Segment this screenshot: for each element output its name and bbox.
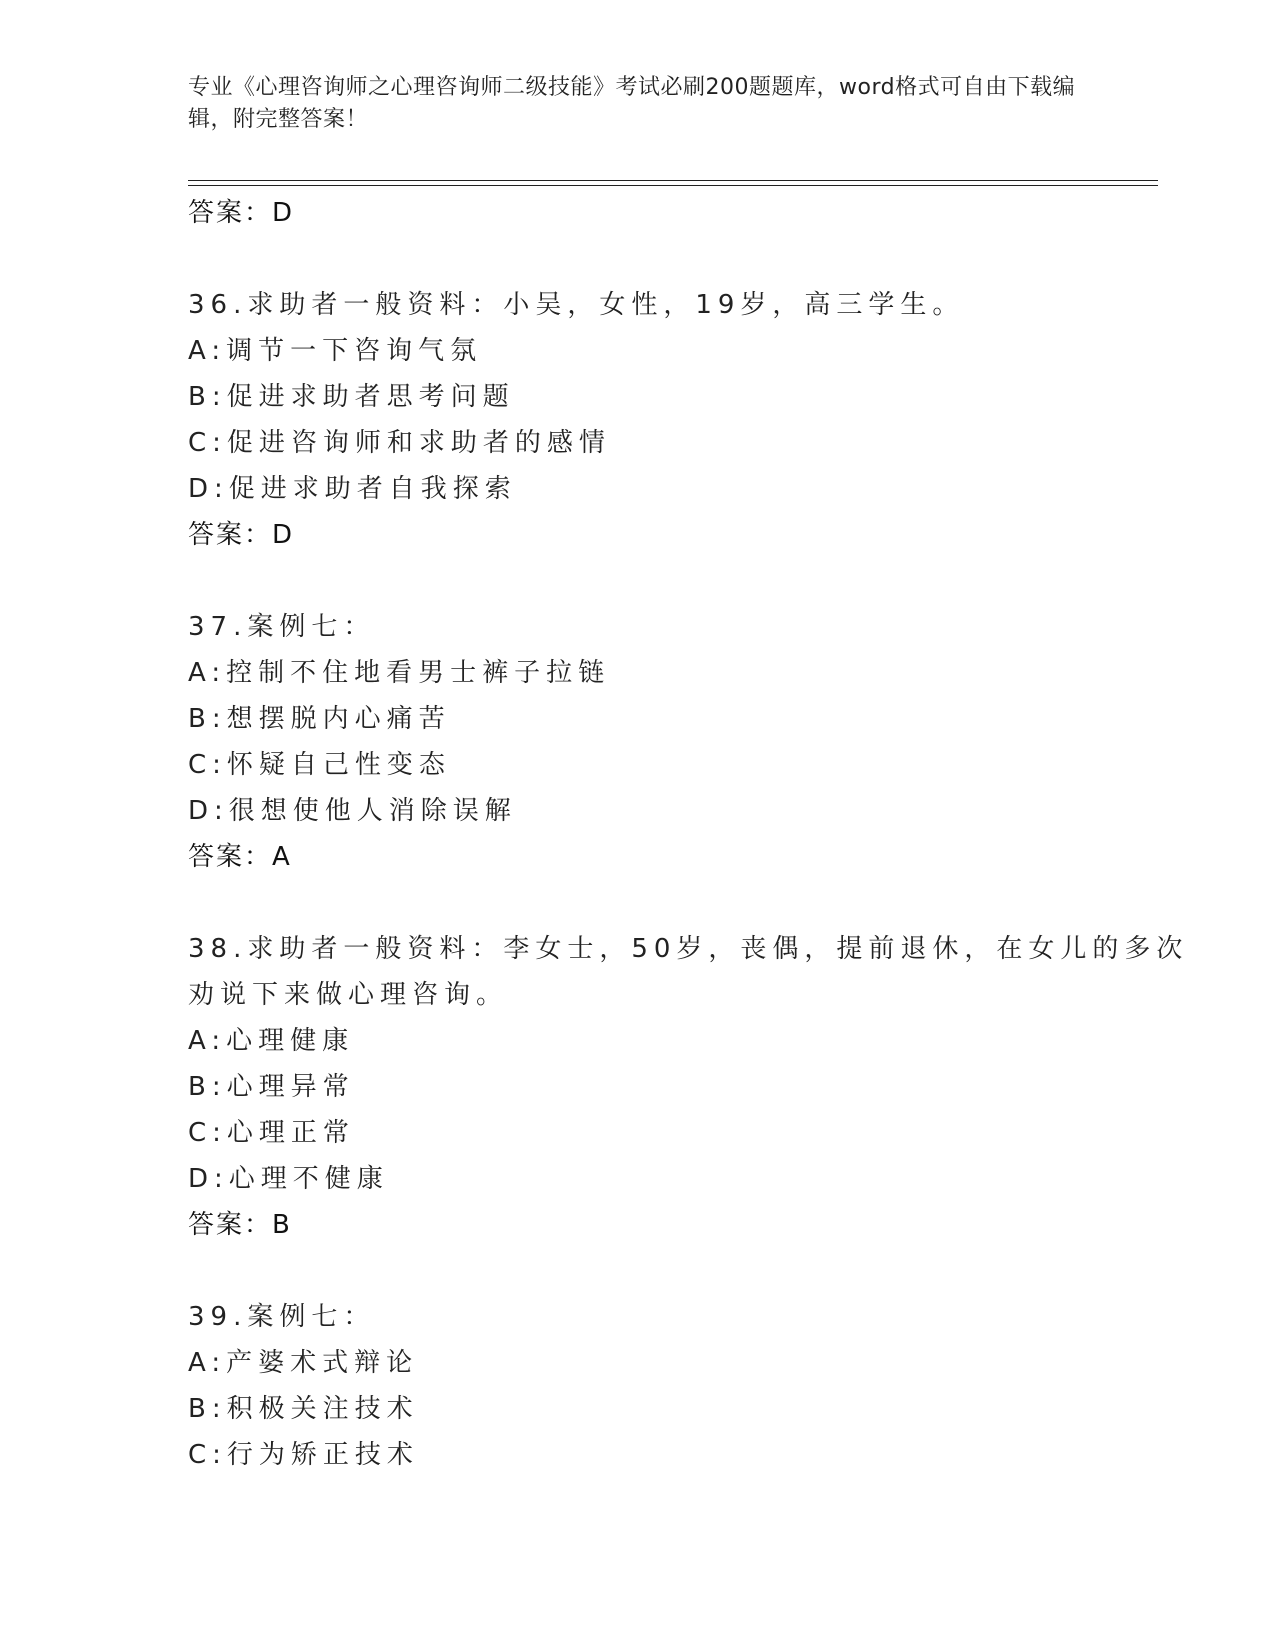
option-a: A:控制不住地看男士裤子拉链	[188, 658, 611, 688]
option-d: D:促进求助者自我探索	[188, 474, 517, 504]
question-list	[188, 190, 1189, 1478]
question-38	[188, 926, 1189, 1248]
option-c: C:怀疑自己性变态	[188, 750, 451, 780]
option-b: B:促进求助者思考问题	[188, 382, 515, 412]
spacer	[188, 1248, 1158, 1294]
option-a: A:调节一下咨询气氛	[188, 336, 483, 366]
question-stem-line-2: 劝说下来做心理咨询。	[188, 980, 509, 1010]
question-stem: 37.案例七：	[188, 612, 376, 642]
spacer	[188, 558, 1158, 604]
question-37	[188, 604, 1158, 880]
option-a: A:产婆术式辩论	[188, 1348, 419, 1378]
question-36	[188, 282, 1158, 558]
previous-answer: 答案：D	[188, 198, 295, 228]
option-c: C:促进咨询师和求助者的感情	[188, 428, 611, 458]
option-b: B:积极关注技术	[188, 1394, 419, 1424]
answer: 答案：A	[188, 842, 292, 872]
option-a: A:心理健康	[188, 1026, 355, 1056]
option-d: D:心理不健康	[188, 1164, 389, 1194]
spacer	[188, 236, 1158, 282]
option-b: B:心理异常	[188, 1072, 355, 1102]
question-stem-line-1: 38.求助者一般资料：李女士，50岁，丧偶，提前退休，在女儿的多次	[188, 934, 1189, 964]
option-d: D:很想使他人消除误解	[188, 796, 517, 826]
document-intro: 专业《心理咨询师之心理咨询师二级技能》考试必刷200题题库，word格式可自由下载编辑，附完整答案！	[188, 75, 1076, 132]
option-c: C:心理正常	[188, 1118, 355, 1148]
header-divider-top	[188, 180, 1158, 181]
spacer	[188, 880, 1158, 926]
answer: 答案：B	[188, 1210, 292, 1240]
question-39	[188, 1294, 1158, 1478]
option-b: B:想摆脱内心痛苦	[188, 704, 451, 734]
option-c: C:行为矫正技术	[188, 1440, 419, 1470]
question-stem: 36.求助者一般资料：小吴，女性，19岁，高三学生。	[188, 290, 965, 320]
question-stem: 39.案例七：	[188, 1302, 376, 1332]
answer: 答案：D	[188, 520, 295, 550]
header-divider-bottom	[188, 185, 1158, 186]
